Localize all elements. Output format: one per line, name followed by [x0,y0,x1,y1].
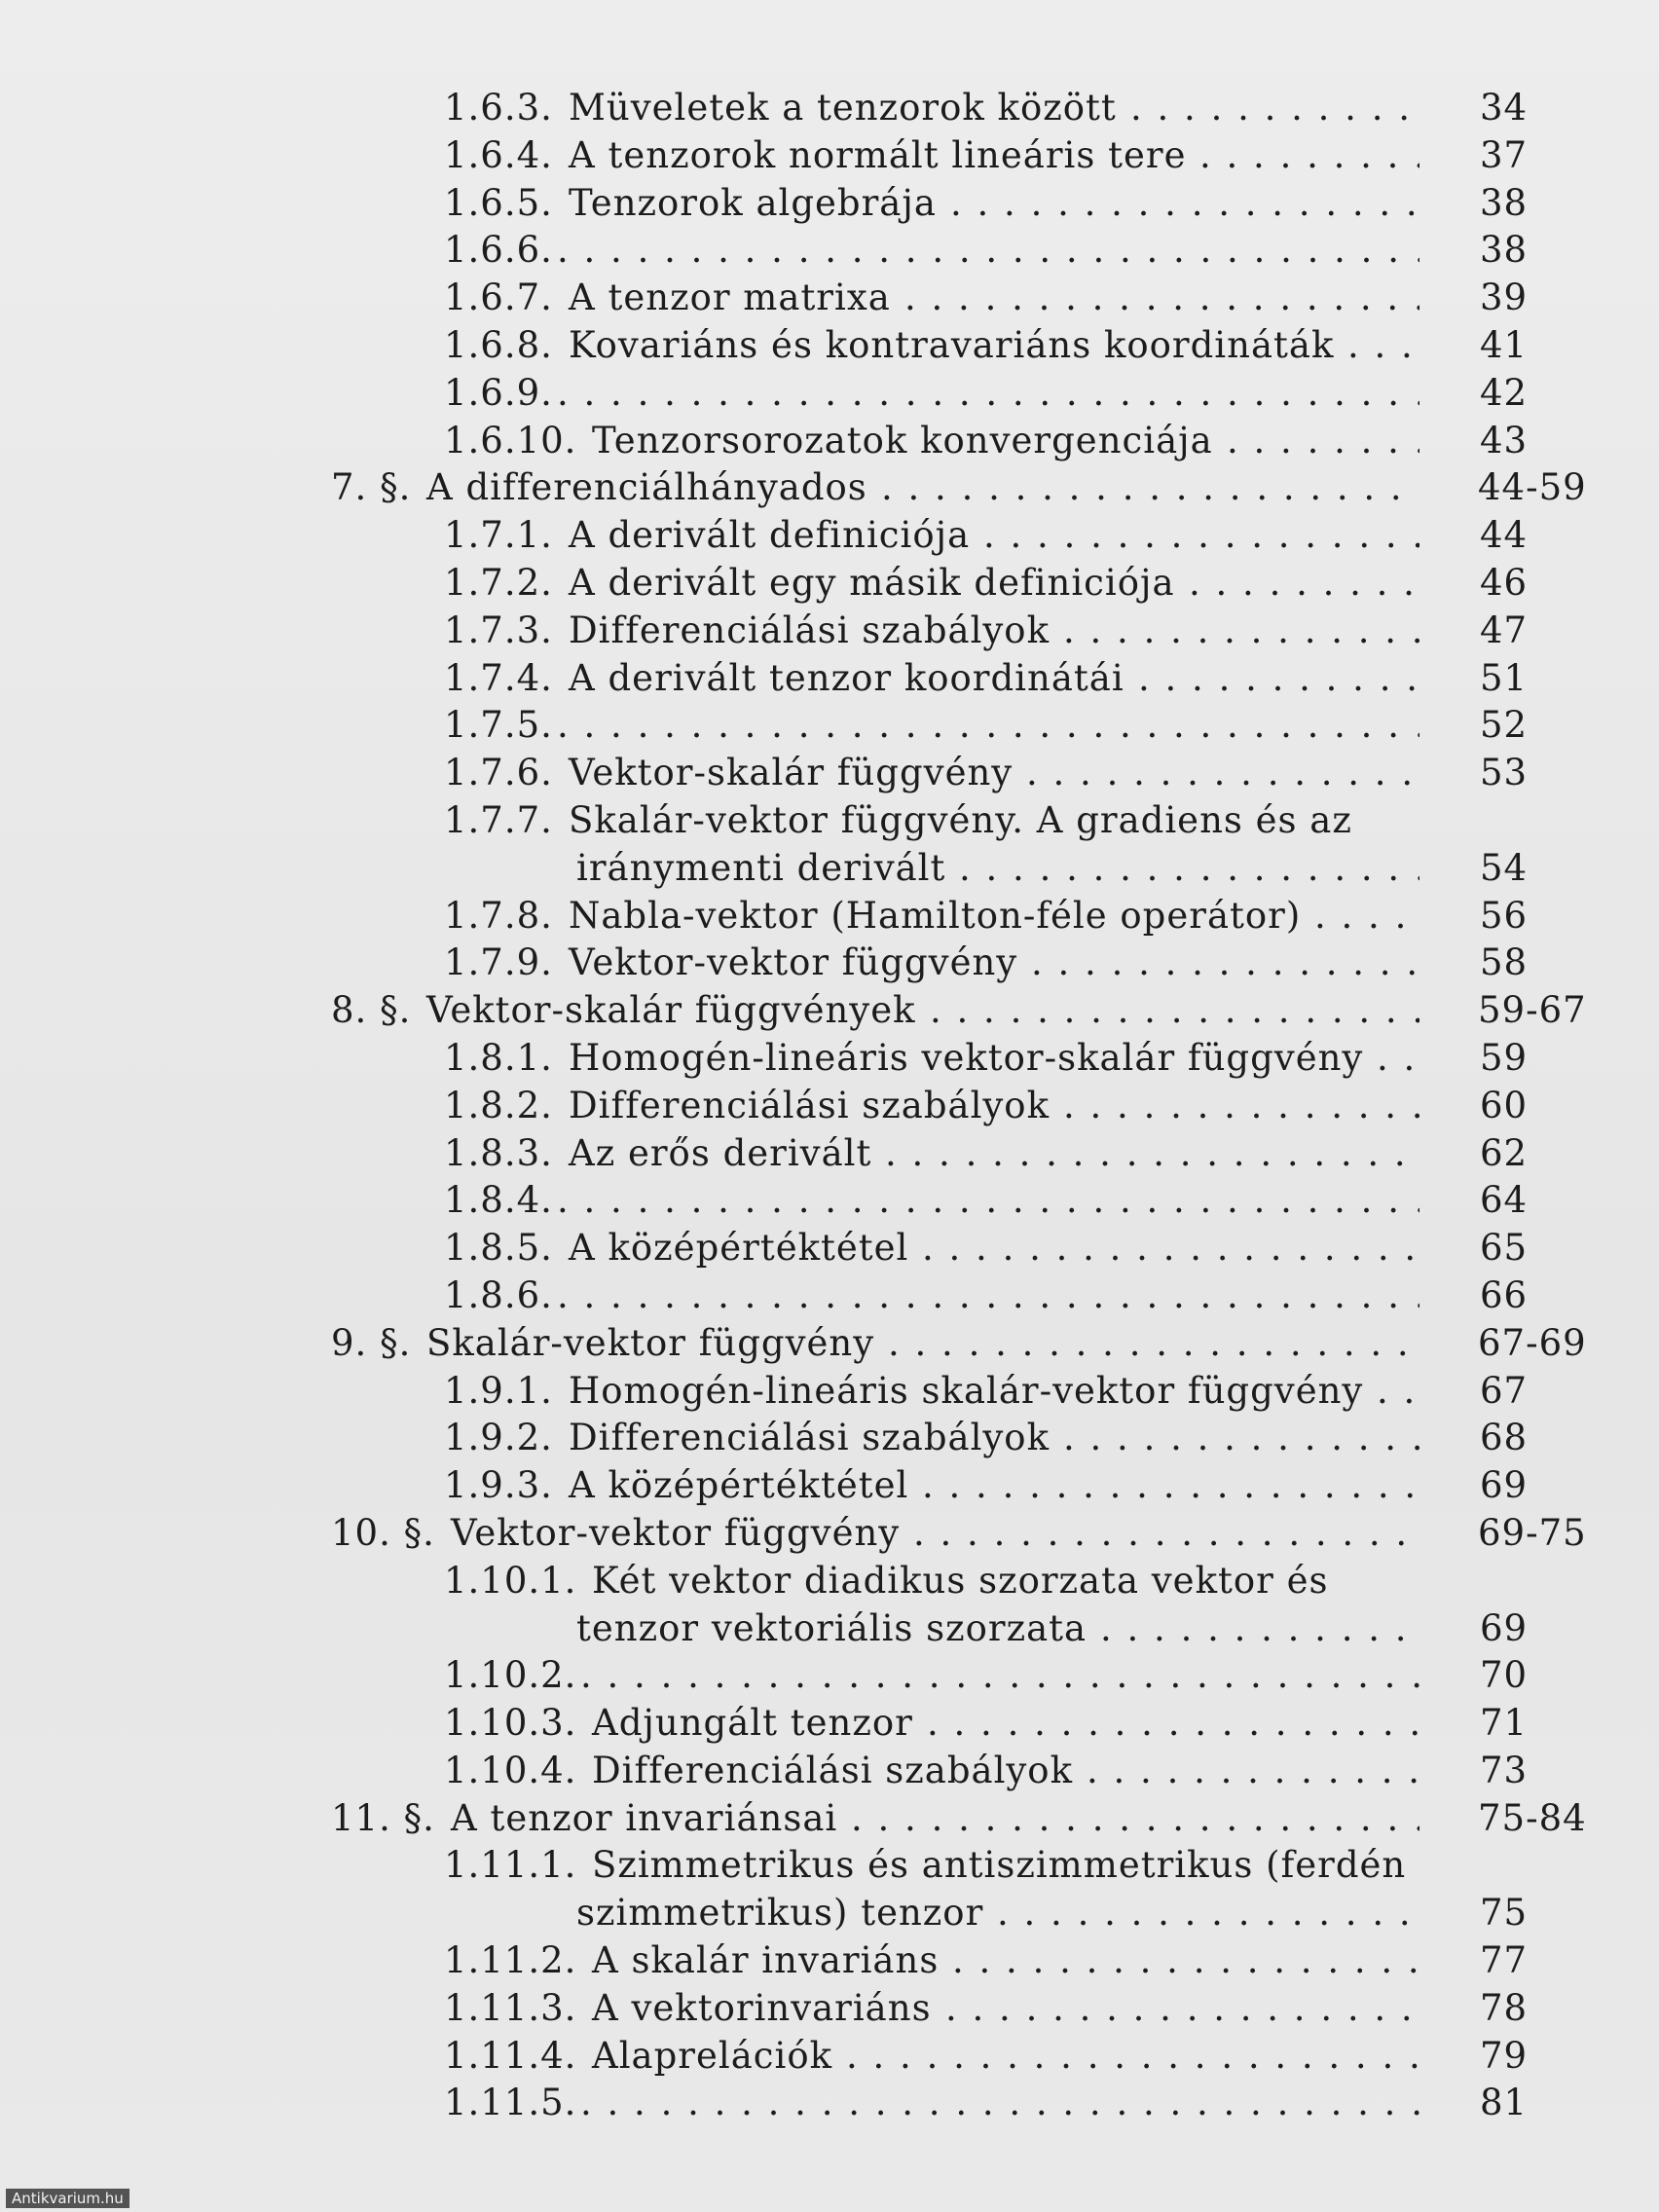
dot-leader [945,1985,1419,2033]
toc-entry-row [0,2033,1659,2081]
page-number: 52 [1480,704,1529,747]
entry-number: 8. §. [331,989,412,1032]
dot-leader [904,275,1419,322]
entry-number: 1.7.3. [444,608,553,651]
entry-number: 7. §. [331,466,412,509]
entry-number: 1.9.2. [444,1417,553,1459]
entry-title: A derivált egy másik definiciója [569,561,1175,604]
entry-title: Skalár-vektor függvény. A gradiens és az [569,798,1352,841]
toc-entry-row [0,750,1659,797]
page-number: 79 [1480,2034,1529,2077]
entry-number: 1.8.6. [444,1273,553,1316]
toc-entry-row [0,797,1659,845]
page-number: 43 [1480,419,1529,461]
toc-entry-row [0,1890,1659,1937]
dot-leader [1347,322,1419,370]
entry-title: Az erős derivált [569,1131,872,1174]
toc-section-row [0,1320,1659,1368]
dot-leader [950,180,1419,228]
page-number: 67-69 [1478,1321,1587,1364]
entry-number: 1.8.3. [444,1131,553,1174]
toc-entry-row [0,322,1659,370]
toc-entry-row [0,1605,1659,1653]
page-number: 81 [1480,2082,1529,2124]
toc-entry-row [0,180,1659,228]
page-number: 75 [1480,1892,1529,1935]
entry-number: 1.7.9. [444,941,553,984]
dot-leader [959,845,1419,893]
toc-entry-row [0,275,1659,322]
entry-title: iránymenti derivált [576,846,946,889]
toc-entry-row [0,608,1659,655]
toc-entry-row [0,1415,1659,1462]
entry-number: 1.11.5. [444,2082,577,2124]
entry-number: 1.6.3. [444,87,553,129]
entry-number: 1.8.5. [444,1227,553,1270]
entry-number: 1.6.6. [444,229,553,272]
dot-leader [1138,655,1419,703]
entry-title: A derivált tenzor koordinátái [569,656,1124,699]
entry-number: 1.11.4. [444,2034,577,2077]
entry-title: A derivált definiciója [569,514,971,557]
page-number: 41 [1480,323,1529,366]
watermark: Antikvarium.hu [6,2189,129,2208]
dot-leader [1063,1083,1419,1130]
page-number: 69 [1480,1464,1529,1507]
entry-title: Homogén-lineáris skalár-vektor függvény [569,1369,1364,1412]
toc-entry-row [0,1177,1659,1225]
page-number: 38 [1480,181,1529,224]
entry-number: 1.7.6. [444,752,553,794]
entry-number: 1.11.1. [444,1844,577,1887]
page-number: 44 [1480,514,1529,557]
entry-number: 1.9.3. [444,1464,553,1507]
dot-leader [952,1937,1419,1985]
page-number: 60 [1480,1084,1529,1126]
dot-leader [1377,1035,1419,1083]
entry-title: Kovariáns és kontravariáns koordináták [569,323,1335,366]
entry-number: 1.6.4. [444,133,553,176]
entry-title: tenzor vektoriális szorzata [576,1606,1088,1649]
page-number: 70 [1480,1654,1529,1697]
toc-entry-row [0,1225,1659,1272]
dot-leader [1026,750,1419,797]
dot-leader [1199,132,1419,180]
entry-title: Vektor-vektor függvény [451,1511,901,1554]
dot-leader [930,987,1419,1035]
toc-entry-row [0,1083,1659,1130]
entry-title: Nabla-vektor (Hamilton-féle operátor) [569,894,1302,937]
toc-entry-row [0,1842,1659,1890]
entry-number: 1.7.2. [444,561,553,604]
page-number: 66 [1480,1273,1529,1316]
entry-number: 1.7.7. [444,798,553,841]
dot-leader [557,1272,1419,1320]
dot-leader [997,1890,1419,1937]
entry-number: 1.11.2. [444,1939,577,1982]
entry-title: Müveletek a tenzorok között [569,87,1117,129]
entry-title: A vektorinvariáns [592,1986,932,2029]
entry-number: 1.10.2. [444,1654,577,1697]
toc-entry-row [0,940,1659,987]
dot-leader [1087,1748,1419,1795]
dot-leader [851,1795,1419,1843]
entry-title: Vektor-skalár függvények [426,989,916,1032]
toc-entry-row [0,85,1659,132]
dot-leader [557,370,1419,418]
page-number: 54 [1480,846,1529,889]
dot-leader [1031,940,1419,987]
entry-number: 1.7.1. [444,514,553,557]
dot-leader [881,464,1419,512]
page-number: 59 [1480,1036,1529,1079]
entry-title: Differenciálási szabályok [592,1749,1074,1791]
entry-number: 1.10.4. [444,1749,577,1791]
page-number: 64 [1480,1179,1529,1222]
toc-entry-row [0,1035,1659,1083]
entry-number: 1.7.8. [444,894,553,937]
dot-leader [927,1700,1419,1748]
entry-title: A középértéktétel [569,1464,909,1507]
toc-entry-row [0,1130,1659,1178]
entry-title: Differenciálási szabályok [569,608,1051,651]
entry-number: 1.6.9. [444,371,553,414]
entry-number: 1.10.3. [444,1702,577,1745]
toc-entry-row [0,560,1659,608]
dot-leader [1063,608,1419,655]
entry-title: A tenzorok normált lineáris tere [569,133,1187,176]
entry-title: Homogén-lineáris vektor-skalár függvény [569,1036,1364,1079]
page-number: 78 [1480,1986,1529,2029]
page-number: 47 [1480,608,1529,651]
entry-title: A differenciálhányados [426,466,867,509]
entry-number: 1.6.10. [444,419,577,461]
toc-entry-row [0,370,1659,418]
toc-entry-row [0,702,1659,750]
toc-entry-row [0,2080,1659,2127]
entry-title: Skalár-vektor függvény [426,1321,875,1364]
toc-entry-row [0,1748,1659,1795]
entry-number: 1.6.8. [444,323,553,366]
page-number: 53 [1480,752,1529,794]
entry-title: Adjungált tenzor [592,1702,913,1745]
toc-entry-row [0,132,1659,180]
dot-leader [846,2033,1419,2081]
page-number: 67 [1480,1369,1529,1412]
page-number: 59-67 [1478,989,1587,1032]
entry-number: 1.7.4. [444,656,553,699]
toc-entry-row [0,512,1659,560]
dot-leader [885,1130,1419,1178]
toc-entry-row [0,1368,1659,1416]
page-number: 58 [1480,941,1529,984]
entry-title: Két vektor diadikus szorzata vektor és [592,1559,1329,1602]
page-number: 69-75 [1478,1511,1587,1554]
dot-leader [888,1320,1419,1368]
dot-leader [580,1652,1419,1700]
page-number: 68 [1480,1417,1529,1459]
dot-leader [557,1177,1419,1225]
dot-leader [1227,418,1419,465]
toc-section-row [0,1795,1659,1843]
entry-number: 1.8.4. [444,1179,553,1222]
toc-entry-row [0,1462,1659,1510]
entry-title: Differenciálási szabályok [569,1417,1051,1459]
entry-title: A tenzor matrixa [569,276,891,319]
entry-number: 1.10.1. [444,1559,577,1602]
toc-section-row [0,464,1659,512]
dot-leader [1314,893,1419,940]
entry-number: 11. §. [331,1796,435,1839]
page-number: 56 [1480,894,1529,937]
toc-entry-row [0,418,1659,465]
toc-entry-row [0,1652,1659,1700]
entry-title: szimmetrikus) tenzor [576,1892,984,1935]
entry-title: Szimmetrikus és antiszimmetrikus (ferdén [592,1844,1407,1887]
toc-section-row [0,1510,1659,1558]
entry-number: 1.7.5. [444,704,553,747]
page-number: 38 [1480,229,1529,272]
dot-leader [1377,1368,1419,1416]
toc-entry-row [0,1937,1659,1985]
dot-leader [913,1510,1419,1558]
dot-leader [983,512,1419,560]
entry-title: A tenzor invariánsai [451,1796,838,1839]
entry-number: 1.6.7. [444,276,553,319]
entry-number: 1.8.2. [444,1084,553,1126]
dot-leader [1130,85,1419,132]
entry-number: 9. §. [331,1321,412,1364]
entry-title: Vektor-vektor függvény [569,941,1018,984]
dot-leader [557,227,1419,275]
dot-leader [1063,1415,1419,1462]
page-number: 42 [1480,371,1529,414]
entry-title: A középértéktétel [569,1227,909,1270]
page-number: 44-59 [1478,466,1587,509]
entry-number: 1.8.1. [444,1036,553,1079]
dot-leader [580,2080,1419,2127]
page-number: 69 [1480,1606,1529,1649]
entry-title: A skalár invariáns [592,1939,940,1982]
toc-entry-row [0,227,1659,275]
page-number: 37 [1480,133,1529,176]
page-number: 73 [1480,1749,1529,1791]
entry-title: Alaprelációk [592,2034,833,2077]
dot-leader [1100,1605,1419,1653]
dot-leader [1189,560,1419,608]
entry-title: Tenzorsorozatok konvergenciája [592,419,1213,461]
entry-number: 1.6.5. [444,181,553,224]
dot-leader [557,702,1419,750]
entry-number: 1.9.1. [444,1369,553,1412]
dot-leader [922,1225,1419,1272]
toc-entry-row [0,1985,1659,2033]
entry-number: 10. §. [331,1511,435,1554]
page-number: 51 [1480,656,1529,699]
toc-entry-row [0,1558,1659,1605]
toc-section-row [0,987,1659,1035]
toc-entry-row [0,1272,1659,1320]
dot-leader [922,1462,1419,1510]
entry-title: Vektor-skalár függvény [569,752,1014,794]
toc-entry-row [0,845,1659,893]
entry-title: Tenzorok algebrája [569,181,937,224]
toc-entry-row [0,893,1659,940]
page-number: 39 [1480,276,1529,319]
page-number: 71 [1480,1702,1529,1745]
page-number: 75-84 [1478,1796,1587,1839]
entry-title: Differenciálási szabályok [569,1084,1051,1126]
page-number: 65 [1480,1227,1529,1270]
entry-number: 1.11.3. [444,1986,577,2029]
toc-entry-row [0,655,1659,703]
page-number: 34 [1480,87,1529,129]
table-of-contents [0,85,1659,2127]
page-number: 62 [1480,1131,1529,1174]
page-number: 46 [1480,561,1529,604]
toc-entry-row [0,1700,1659,1748]
page-number: 77 [1480,1939,1529,1982]
